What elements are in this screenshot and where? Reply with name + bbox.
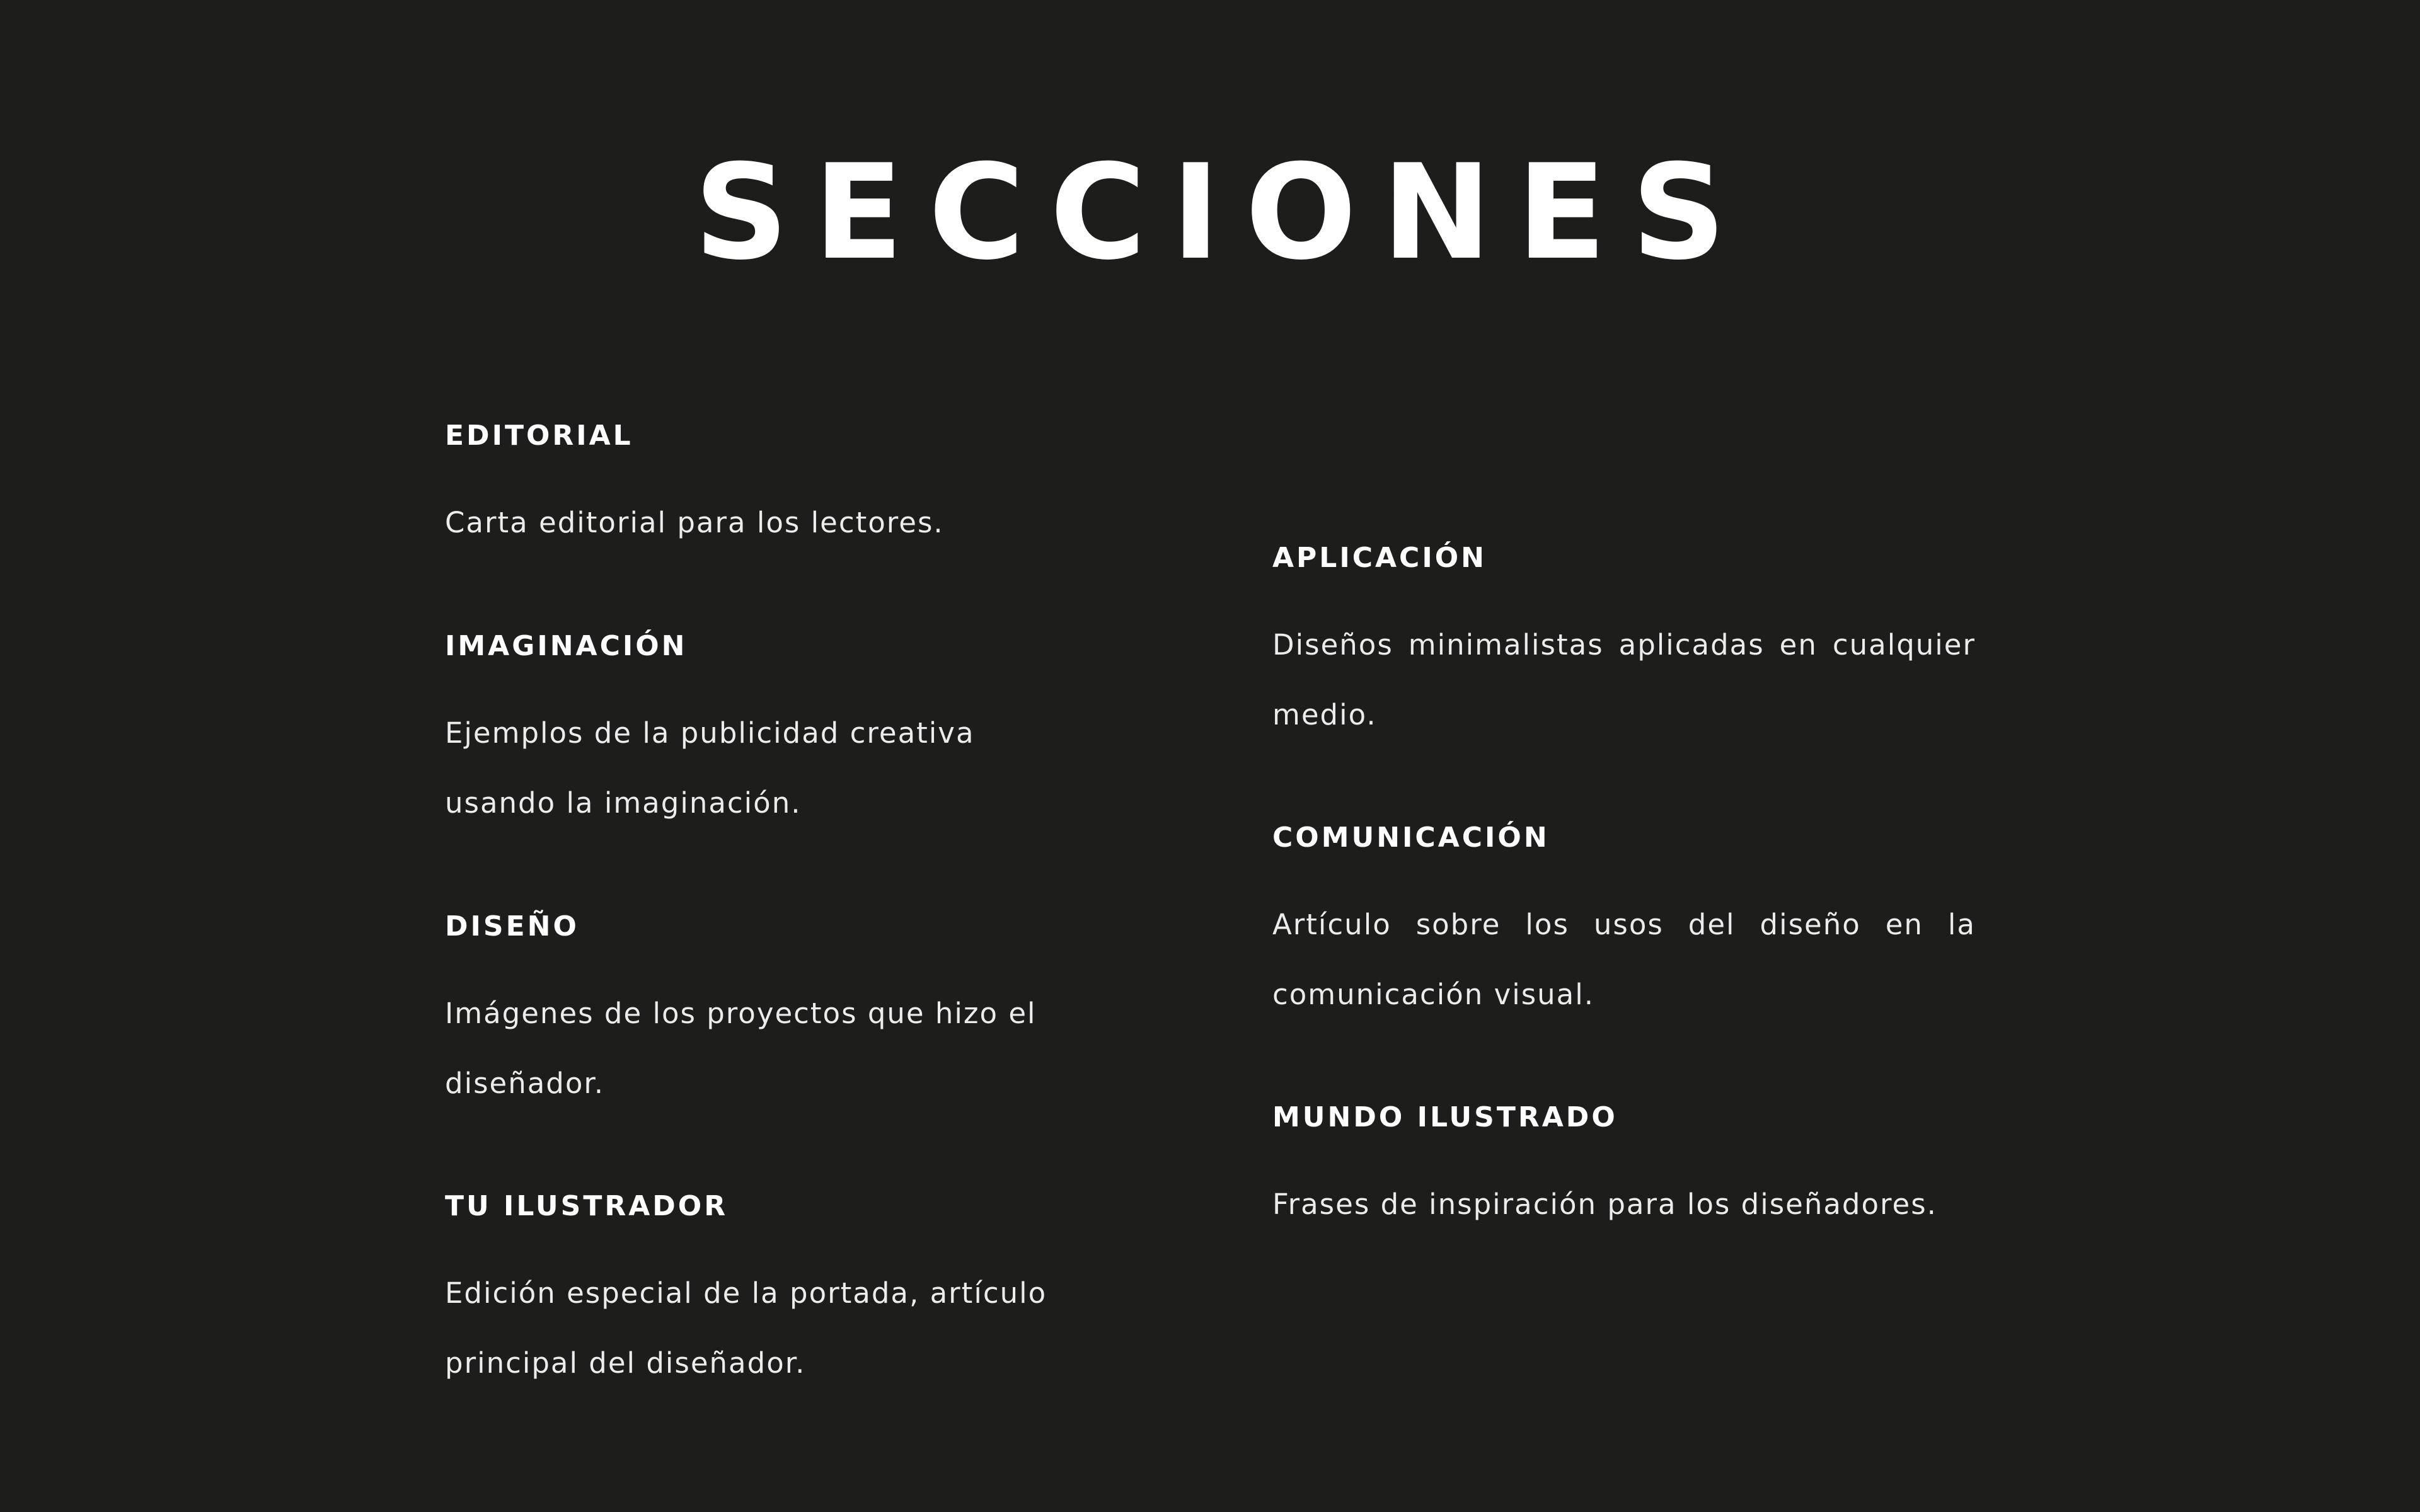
section-heading: MUNDO ILUSTRADO xyxy=(1272,1101,1618,1133)
section-heading: DISEÑO xyxy=(445,910,579,942)
section-imaginacion xyxy=(445,627,1088,838)
section-editorial xyxy=(445,417,1088,558)
section-description: Artículo sobre los usos del diseño en la comunicación visual. xyxy=(1272,908,1976,1011)
section-aplicacion xyxy=(1272,539,1976,750)
section-description: Ejemplos de la publicidad creativa usando la imaginación. xyxy=(445,716,975,820)
section-description: Carta editorial para los lectores. xyxy=(445,506,944,539)
section-tu-ilustrador xyxy=(445,1188,1088,1398)
section-description: Imágenes de los proyectos que hizo el diseñador. xyxy=(445,997,1037,1100)
section-description: Diseños minimalistas aplicadas en cualquier medio. xyxy=(1272,628,1976,731)
section-heading: COMUNICACIÓN xyxy=(1272,822,1550,854)
section-heading: APLICACIÓN xyxy=(1272,542,1487,574)
section-heading: IMAGINACIÓN xyxy=(445,630,688,662)
section-diseno xyxy=(445,908,1088,1118)
section-heading: EDITORIAL xyxy=(445,420,633,452)
section-description: Frases de inspiración para los diseñadores. xyxy=(1272,1188,1937,1221)
section-heading: TU ILUSTRADOR xyxy=(445,1190,729,1222)
section-description: Edición especial de la portada, artículo principal del diseñador. xyxy=(445,1276,1047,1380)
page-title: SECCIONES xyxy=(694,137,1751,289)
section-comunicacion xyxy=(1272,819,1976,1029)
section-mundo-ilustrado xyxy=(1272,1099,1976,1239)
